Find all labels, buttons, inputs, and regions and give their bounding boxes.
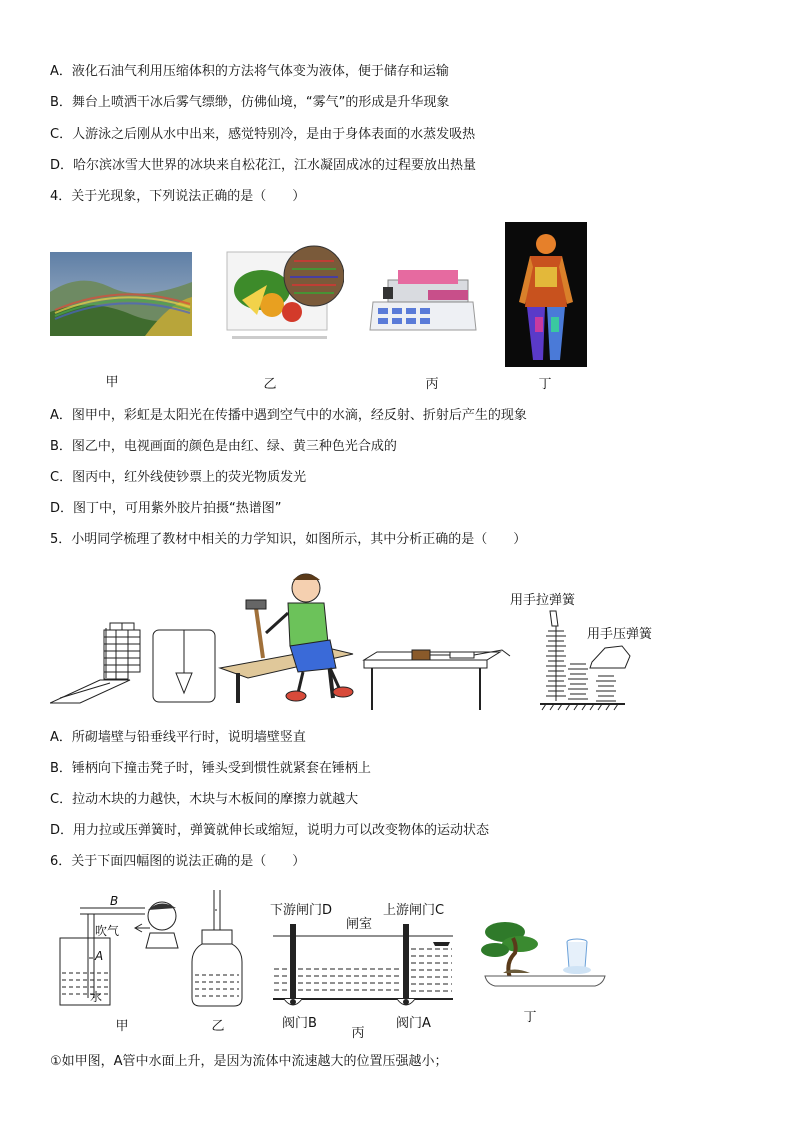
q5-option-a: A．所砌墙壁与铅垂线平行时，说明墙壁竖直 — [50, 730, 306, 745]
label-a: A — [95, 949, 104, 963]
q3-option-c: C．人游泳之后刚从水中出来，感觉特别冷，是由于身体表面的水蒸发吸热 — [50, 127, 476, 142]
hammer-bench-figure — [218, 568, 363, 706]
q5-option-c: C．拉动木块的力越快，木块与木板间的摩擦力就越大 — [50, 792, 359, 807]
blowing-tube-figure — [50, 888, 185, 1013]
q4-option-a: A．图甲中，彩虹是太阳光在传播中遇到空气中的水滴，经反射、折射后产生的现象 — [50, 408, 527, 423]
bottle-barometer-figure — [190, 890, 245, 1012]
q4-caption-ding: 丁 — [538, 377, 552, 392]
q3-option-a: A．液化石油气利用压缩体积的方法将气体变为液体，便于储存和运输 — [50, 64, 449, 79]
label-down-gate: 下游闸门D — [270, 903, 333, 918]
q6-caption-jia: 甲 — [115, 1019, 129, 1034]
q5-stem: 5．小明同学梳理了教材中相关的力学知识，如图所示，其中分析正确的是（ ） — [50, 532, 527, 547]
q3-option-b: B．舞台上喷洒干冰后雾气缥缈，仿佛仙境，“雾气”的形成是升华现象 — [50, 95, 450, 110]
label-pull-spring: 用手拉弹簧 — [510, 593, 576, 608]
q4-option-b: B．图乙中，电视画面的颜色是由红、绿、黄三种色光合成的 — [50, 439, 397, 454]
label-b: B — [110, 894, 119, 908]
q6-caption-ding: 丁 — [523, 1010, 537, 1025]
label-press-spring: 用手压弹簧 — [587, 627, 653, 642]
springs-figure — [510, 586, 670, 712]
rainbow-photo — [50, 252, 192, 336]
q4-caption-jia: 甲 — [105, 375, 119, 390]
ship-lock-figure — [268, 896, 458, 1036]
q6-stem: 6．关于下面四幅图的说法正确的是（ ） — [50, 854, 306, 869]
q4-caption-bing: 丙 — [425, 377, 439, 392]
q4-stem: 4．关于光现象，下列说法正确的是（ ） — [50, 189, 306, 204]
q4-option-d: D．图丁中，可用紫外胶片拍摄“热谱图” — [50, 501, 282, 516]
q6-caption-yi: 乙 — [211, 1019, 225, 1034]
q4-caption-yi: 乙 — [263, 377, 277, 392]
currency-detector-image — [368, 262, 480, 336]
q6-caption-bing: 丙 — [351, 1026, 365, 1041]
label-water: 水 — [90, 990, 103, 1004]
q6-statement-1: ①如甲图，A管中水面上升，是因为流体中流速越大的位置压强越小； — [50, 1054, 448, 1069]
plumb-line-wall-figure — [50, 618, 220, 714]
q5-option-d: D．用力拉或压弹簧时，弹簧就伸长或缩短，说明力可以改变物体的运动状态 — [50, 823, 490, 838]
label-chamber: 闸室 — [346, 917, 373, 932]
q4-option-c: C．图丙中，红外线使钞票上的荧光物质发光 — [50, 470, 307, 485]
tv-vegetables-image — [222, 240, 344, 344]
pulling-block-figure — [362, 648, 512, 712]
label-valve-a: 阀门A — [396, 1016, 431, 1031]
q3-option-d: D．哈尔滨冰雪大世界的冰块来自松花江，江水凝固成冰的过程要放出热量 — [50, 158, 477, 173]
label-valve-b: 阀门B — [282, 1016, 317, 1031]
q5-option-b: B．锤柄向下撞击凳子时，锤头受到惯性就紧套在锤柄上 — [50, 761, 371, 776]
label-blow: 吹气 — [95, 924, 120, 938]
bonsai-figure — [475, 918, 610, 990]
thermal-image — [505, 222, 587, 367]
label-up-gate: 上游闸门C — [383, 903, 445, 918]
